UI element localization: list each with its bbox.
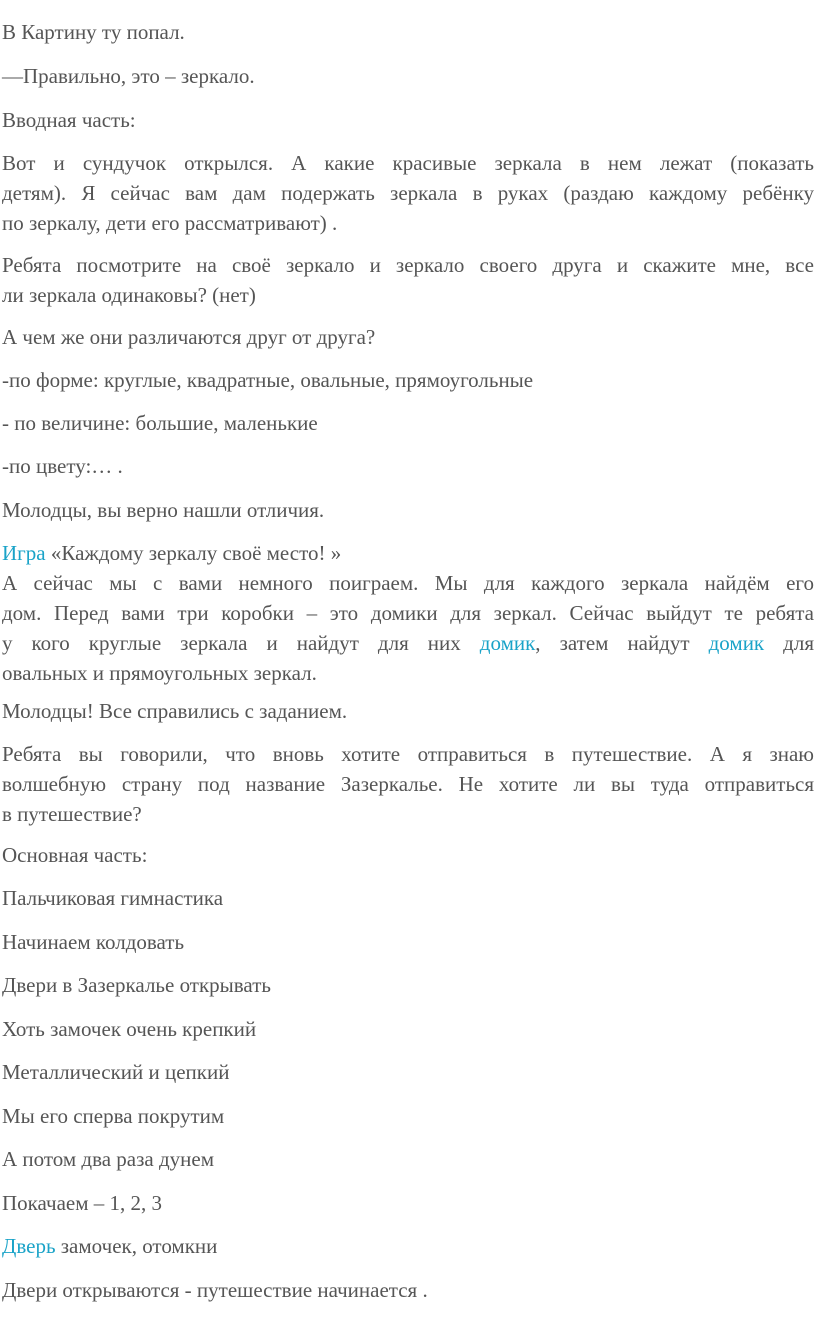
poem-line-7: Покачаем – 1, 2, 3	[2, 1191, 163, 1215]
game-line-3-part-b: , затем найдут	[535, 631, 709, 655]
game-line-3-part-c: для	[764, 631, 814, 655]
paragraph-13-line-2: волшебную страну под название Зазеркалье. Не хотите ли вы туда отправиться	[2, 772, 814, 796]
poem-line-4: Металлический и цепкий	[2, 1060, 230, 1084]
poem-line-8	[2, 1231, 814, 1261]
paragraph-10: Молодцы, вы верно нашли отличия.	[2, 498, 325, 522]
poem-line-1: Начинаем колдовать	[2, 930, 185, 954]
paragraph-1: В Картину ту попал.	[2, 20, 185, 44]
game-line-1: А сейчас мы с вами немного поиграем. Мы для каждого зеркала найдём его	[2, 571, 814, 595]
paragraph-8: - по величине: большие, маленькие	[2, 411, 318, 435]
house-link-2[interactable]: домик	[708, 631, 765, 655]
game-line-3	[2, 628, 814, 658]
paragraph-4-line-1: Вот и сундучок открылся. А какие красивые зеркала в нем лежат (показать	[2, 151, 814, 175]
paragraph-2: —Правильно, это – зеркало.	[2, 64, 255, 88]
paragraph-4-line-2: детям). Я сейчас вам дам подержать зеркала в руках (раздаю каждому ребёнку	[2, 181, 814, 205]
game-line-2: дом. Перед вами три коробки – это домики для зеркал. Сейчас выйдут те ребята	[2, 601, 814, 625]
paragraph-5	[2, 250, 814, 310]
poem-line-5: Мы его сперва покрутим	[2, 1104, 225, 1128]
paragraph-6: А чем же они различаются друг от друга?	[2, 325, 376, 349]
paragraph-13-line-1: Ребята вы говорили, что вновь хотите отправиться в путешествие. А я знаю	[2, 742, 814, 766]
poem-line-6: А потом два раза дунем	[2, 1147, 215, 1171]
house-link-1[interactable]: домик	[479, 631, 536, 655]
paragraph-5-line-2: ли зеркала одинаковы? (нет)	[2, 283, 256, 307]
paragraph-5-line-1: Ребята посмотрите на своё зеркало и зеркало своего друга и скажите мне, все	[2, 253, 814, 277]
paragraph-13	[2, 739, 814, 829]
paragraph-4	[2, 148, 814, 238]
game-title-line	[2, 538, 814, 568]
paragraph-9: -по цвету:… .	[2, 454, 123, 478]
game-link[interactable]: Игра	[2, 541, 46, 565]
game-line-3-part-a: у кого круглые зеркала и найдут для них	[2, 631, 480, 655]
door-link[interactable]: Дверь	[2, 1234, 56, 1258]
paragraph-12: Молодцы! Все справились с заданием.	[2, 699, 348, 723]
paragraph-4-line-3: по зеркалу, дети его рассматривают) .	[2, 211, 338, 235]
paragraph-13-line-3: в путешествие?	[2, 802, 142, 826]
game-title: «Каждому зеркалу своё место! »	[45, 541, 342, 565]
game-paragraph	[2, 538, 814, 688]
paragraph-7: -по форме: круглые, квадратные, овальные, прямоугольные	[2, 368, 534, 392]
poem-line-8-rest: замочек, отомкни	[55, 1234, 218, 1258]
game-line-4: овальных и прямоугольных зеркал.	[2, 661, 317, 685]
paragraph-15: Пальчиковая гимнастика	[2, 886, 224, 910]
section-heading-intro: Вводная часть:	[2, 108, 136, 132]
poem-line-9: Двери открываются - путешествие начинается .	[2, 1278, 428, 1302]
poem-line-2: Двери в Зазеркалье открывать	[2, 973, 271, 997]
section-heading-main: Основная часть:	[2, 843, 148, 867]
poem-line-3: Хоть замочек очень крепкий	[2, 1017, 257, 1041]
